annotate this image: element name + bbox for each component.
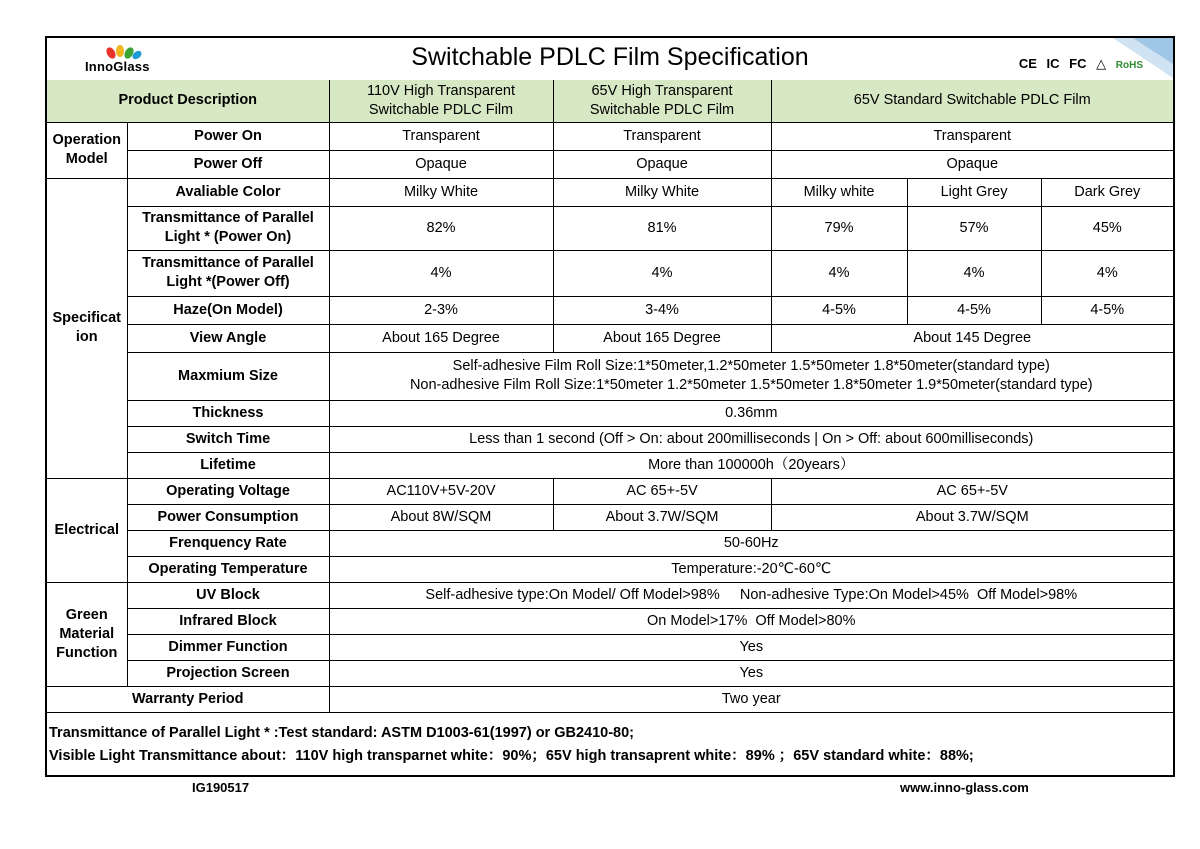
table-cell: 4% — [329, 250, 553, 296]
row-label: Lifetime — [127, 452, 329, 478]
table-row — [47, 634, 1173, 660]
row-label: Haze(On Model) — [127, 296, 329, 324]
table-row — [47, 530, 1173, 556]
table-cell: About 145 Degree — [771, 324, 1173, 352]
table-cell: Yes — [329, 634, 1173, 660]
row-label: Maxmium Size — [127, 352, 329, 400]
table-cell: Milky white — [771, 178, 907, 206]
table-cell: Two year — [329, 686, 1173, 712]
table-cell: 3-4% — [553, 296, 771, 324]
row-label: Projection Screen — [127, 660, 329, 686]
row-label: Thickness — [127, 400, 329, 426]
table-cell: Opaque — [329, 150, 553, 178]
table-cell: 81% — [553, 206, 771, 250]
table-row — [47, 400, 1173, 426]
document-code: IG190517 — [192, 780, 250, 795]
table-cell: Temperature:-20℃-60℃ — [329, 556, 1173, 582]
table-cell: Self-adhesive Film Roll Size:1*50meter,1.2*50meter 1.5*50meter 1.8*50meter(standard type) Non-adhesive Film Roll Size:1*50meter 1.2*50meter 1.5*50meter 1.8*50meter 1.9*50meter(standard type) — [329, 352, 1173, 400]
ce-mark: CE — [1018, 56, 1037, 71]
footnote-line: Visible Light Transmittance about：110V high transparnet white：90%；65V high transaprent white：89% ；65V standard white：88%; — [49, 748, 974, 764]
table-cell: Less than 1 second (Off > On: about 200milliseconds | On > Off: about 600milliseconds) — [329, 426, 1173, 452]
table-cell: 4-5% — [907, 296, 1041, 324]
table-cell: AC110V+5V-20V — [329, 478, 553, 504]
table-row — [47, 686, 1173, 712]
document-title: Switchable PDLC Film Specification — [411, 43, 809, 71]
spec-sheet — [45, 36, 1175, 777]
table-cell: 0.36mm — [329, 400, 1173, 426]
footnote — [49, 722, 974, 768]
table-cell: 4% — [907, 250, 1041, 296]
row-label: Avaliable Color — [127, 178, 329, 206]
table-cell: Opaque — [771, 150, 1173, 178]
table-row — [47, 426, 1173, 452]
table-cell: About 165 Degree — [329, 324, 553, 352]
table-cell: Yes — [329, 660, 1173, 686]
recycle-icon: △ — [1096, 56, 1107, 71]
ic-mark: IC — [1046, 56, 1060, 71]
row-label: UV Block — [127, 582, 329, 608]
row-label: Infrared Block — [127, 608, 329, 634]
product-description-header: Product Description — [47, 80, 329, 122]
row-label: Transmittance of Parallel Light *(Power Off) — [127, 250, 329, 296]
table-cell: About 8W/SQM — [329, 504, 553, 530]
row-label: Operating Temperature — [127, 556, 329, 582]
table-row — [47, 250, 1173, 296]
table-cell: 2-3% — [329, 296, 553, 324]
title-bar — [47, 38, 1173, 81]
table-cell: On Model>17% Off Model>80% — [329, 608, 1173, 634]
table-cell: 82% — [329, 206, 553, 250]
table-cell: Opaque — [553, 150, 771, 178]
table-cell: Transparent — [771, 122, 1173, 150]
table-row — [47, 324, 1173, 352]
row-label: Dimmer Function — [127, 634, 329, 660]
table-cell: 50-60Hz — [329, 530, 1173, 556]
table-cell: Milky White — [329, 178, 553, 206]
group-specification: Specificat ion — [47, 178, 127, 478]
table-cell: About 165 Degree — [553, 324, 771, 352]
table-cell: 4-5% — [1041, 296, 1173, 324]
column-65v-standard: 65V Standard Switchable PDLC Film — [771, 80, 1173, 122]
table-cell: Transparent — [553, 122, 771, 150]
table-cell: More than 100000h（20years） — [329, 452, 1173, 478]
row-label: View Angle — [127, 324, 329, 352]
table-cell: 57% — [907, 206, 1041, 250]
footnote-line: Transmittance of Parallel Light * :Test standard: ASTM D1003-61(1997) or GB2410-80; — [49, 725, 635, 741]
column-65v-high: 65V High Transparent Switchable PDLC Film — [553, 80, 771, 122]
row-label: Warranty Period — [47, 686, 329, 712]
page-corner-icon — [1113, 38, 1173, 78]
group-green-material: Green Material Function — [47, 582, 127, 686]
spec-table — [47, 80, 1173, 713]
table-cell: About 3.7W/SQM — [553, 504, 771, 530]
table-cell: AC 65+-5V — [771, 478, 1173, 504]
table-row — [47, 504, 1173, 530]
row-label: Power Off — [127, 150, 329, 178]
table-row — [47, 608, 1173, 634]
table-cell: 79% — [771, 206, 907, 250]
table-row — [47, 122, 1173, 150]
table-cell: Milky White — [553, 178, 771, 206]
table-row — [47, 582, 1173, 608]
table-cell: 45% — [1041, 206, 1173, 250]
row-label: Switch Time — [127, 426, 329, 452]
table-cell: Self-adhesive type:On Model/ Off Model>98% Non-adhesive Type:On Model>45% Off Model>98% — [329, 582, 1173, 608]
column-110v-high: 110V High Transparent Switchable PDLC Film — [329, 80, 553, 122]
table-cell: 4% — [771, 250, 907, 296]
row-label: Frenquency Rate — [127, 530, 329, 556]
table-row — [47, 452, 1173, 478]
fc-mark: FC — [1069, 56, 1087, 71]
table-row — [47, 296, 1173, 324]
table-cell: 4-5% — [771, 296, 907, 324]
table-cell: 4% — [1041, 250, 1173, 296]
table-header-row — [47, 80, 1173, 122]
table-row — [47, 178, 1173, 206]
table-cell: Dark Grey — [1041, 178, 1173, 206]
row-label: Transmittance of Parallel Light * (Power On) — [127, 206, 329, 250]
website-link[interactable]: www.inno-glass.com — [900, 780, 1029, 795]
table-cell: Light Grey — [907, 178, 1041, 206]
group-electrical: Electrical — [47, 478, 127, 582]
table-row — [47, 556, 1173, 582]
table-row — [47, 150, 1173, 178]
group-operation-model: Operation Model — [47, 122, 127, 178]
table-cell: About 3.7W/SQM — [771, 504, 1173, 530]
table-row — [47, 206, 1173, 250]
table-row — [47, 478, 1173, 504]
table-cell: 4% — [553, 250, 771, 296]
row-label: Power On — [127, 122, 329, 150]
logo-text: InnoGlass — [85, 59, 150, 74]
table-cell: Transparent — [329, 122, 553, 150]
row-label: Power Consumption — [127, 504, 329, 530]
table-row — [47, 660, 1173, 686]
table-row — [47, 352, 1173, 400]
table-cell: AC 65+-5V — [553, 478, 771, 504]
row-label: Operating Voltage — [127, 478, 329, 504]
rohs-mark: RoHS — [1115, 60, 1143, 71]
